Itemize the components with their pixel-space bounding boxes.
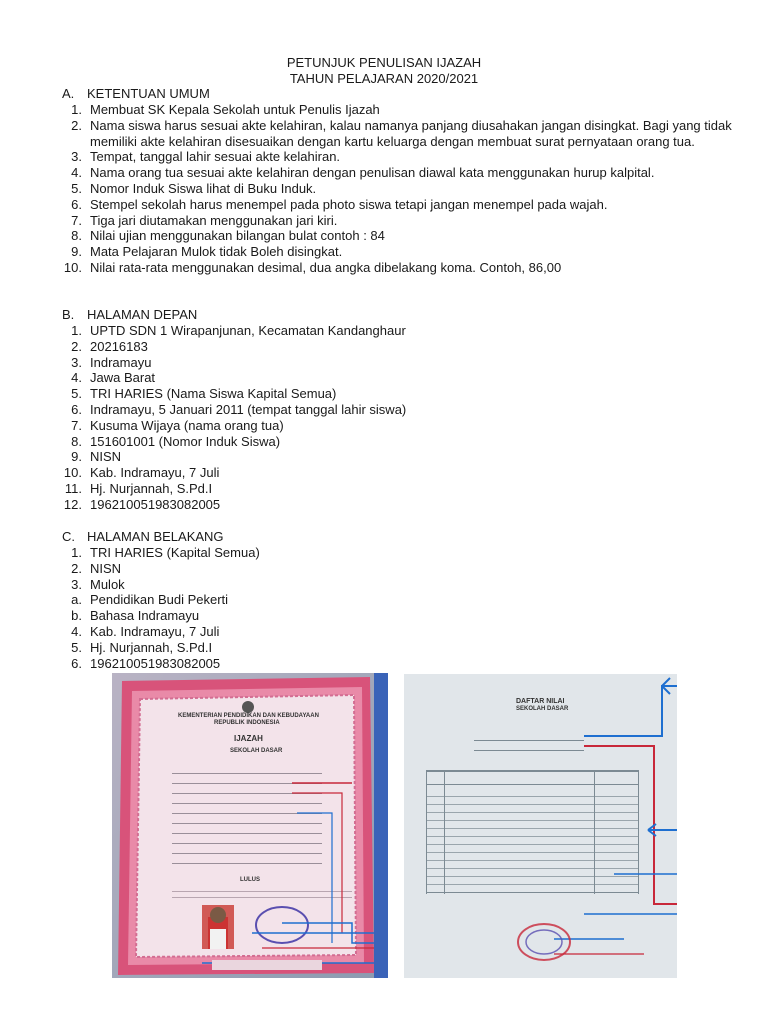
list-item — [62, 181, 742, 197]
list-item-text: NISN — [90, 560, 122, 576]
list-item-number: 9. — [71, 244, 82, 260]
list-item — [62, 355, 742, 371]
list-item-number: 8. — [71, 228, 82, 244]
list-item-text: Membuat SK Kepala Sekolah untuk Penulis Ijazah — [90, 102, 380, 117]
list-item — [62, 434, 742, 450]
list-item-text: Kusuma Wijaya (nama orang tua) — [90, 417, 284, 433]
section-sublist — [62, 592, 742, 624]
list-item-number: 3. — [71, 576, 82, 592]
list-item — [62, 561, 742, 577]
list-item — [62, 449, 742, 465]
list-item — [62, 102, 742, 118]
section-ketentuan-umum — [62, 86, 742, 276]
list-item-text: Tiga jari diutamakan menggunakan jari kiri. — [90, 212, 338, 228]
list-item-text: Hj. Nurjannah, S.Pd.I — [90, 639, 213, 655]
certificate-back-photo — [404, 674, 677, 978]
list-item — [62, 118, 742, 150]
list-item-text: Mata Pelajaran Mulok tidak Boleh disingkat. — [90, 244, 343, 260]
section-heading — [62, 86, 742, 102]
list-item-number: 3. — [71, 354, 82, 370]
certificate-level: SEKOLAH DASAR — [230, 748, 283, 754]
list-item — [62, 402, 742, 418]
list-item-number: 6. — [71, 401, 82, 417]
list-item-number: 9. — [71, 449, 82, 465]
list-item-text: Nilai rata-rata menggunakan desimal, dua angka dibelakang koma. Contoh, 86,00 — [90, 259, 562, 275]
certificate-status: LULUS — [240, 877, 260, 883]
list-item — [62, 465, 742, 481]
list-item-number: 5. — [71, 180, 82, 196]
list-item — [62, 624, 742, 640]
list-item — [62, 197, 742, 213]
list-item — [62, 608, 742, 624]
list-item-number: b. — [71, 608, 82, 624]
list-item-number: 5. — [71, 639, 82, 655]
list-item — [62, 640, 742, 656]
document-title-line2: TAHUN PELAJARAN 2020/2021 — [289, 71, 479, 86]
section-heading — [62, 529, 742, 545]
list-item — [62, 418, 742, 434]
section-title: KETENTUAN UMUM — [87, 86, 210, 101]
list-item-text: Tempat, tanggal lahir sesuai akte kelahiran. — [90, 149, 341, 165]
list-item — [62, 481, 742, 497]
section-list — [62, 323, 742, 513]
list-item-number: 4. — [71, 623, 82, 639]
list-item-number: 1. — [71, 323, 82, 338]
section-list — [62, 102, 742, 276]
list-item-text: Hj. Nurjannah, S.Pd.I — [90, 480, 213, 496]
list-item-text: Indramayu — [90, 354, 152, 370]
list-item — [62, 545, 742, 561]
list-item — [62, 577, 742, 593]
list-item — [62, 323, 742, 339]
section-list — [62, 624, 742, 671]
list-item-number: 7. — [71, 212, 82, 228]
list-item-number: 2. — [71, 560, 82, 576]
list-item-text: Jawa Barat — [90, 370, 156, 386]
list-item-text: Nomor Induk Siswa lihat di Buku Induk. — [90, 180, 317, 196]
list-item-number: 4. — [71, 165, 82, 181]
list-item-number: 2. — [71, 338, 82, 354]
list-item-text: Stempel sekolah harus menempel pada photo siswa tetapi jangan menempel pada wajah. — [90, 196, 608, 212]
list-item-number: 3. — [71, 149, 82, 165]
list-item-text: Mulok — [90, 576, 125, 592]
list-item — [62, 339, 742, 355]
list-item-text: 20216183 — [90, 338, 148, 354]
list-item-text: Pendidikan Budi Pekerti — [90, 592, 229, 608]
grade-list-level: SEKOLAH DASAR — [516, 706, 569, 712]
certificate-republic: REPUBLIK INDONESIA — [214, 720, 280, 726]
list-item-text: TRI HARIES (Nama Siswa Kapital Semua) — [90, 386, 337, 402]
section-letter: C. — [62, 529, 75, 544]
list-item-number: 1. — [71, 102, 82, 117]
list-item-number: 4. — [71, 370, 82, 386]
list-item-number: 1. — [71, 545, 82, 560]
list-item-number: 11. — [64, 480, 82, 496]
document-title-line1: PETUNJUK PENULISAN IJAZAH — [286, 55, 482, 70]
section-letter: B. — [62, 307, 75, 322]
list-item-number: 6. — [71, 655, 82, 671]
list-item-text: Kab. Indramayu, 7 Juli — [90, 465, 220, 481]
list-item-text: 151601001 (Nomor Induk Siswa) — [90, 433, 281, 449]
list-item-number: 2. — [71, 117, 82, 133]
list-item — [62, 260, 742, 276]
certificate-front-photo — [112, 673, 388, 978]
list-item-text: Indramayu, 5 Januari 2011 (tempat tanggal lahir siswa) — [90, 401, 407, 417]
list-item-number: 6. — [71, 196, 82, 212]
list-item — [62, 656, 742, 672]
list-item — [62, 386, 742, 402]
section-heading — [62, 307, 742, 323]
list-item — [62, 149, 742, 165]
list-item-text: 196210051983082005 — [90, 496, 221, 512]
list-item-number: 5. — [71, 386, 82, 402]
list-item-text: Kab. Indramayu, 7 Juli — [90, 623, 220, 639]
list-item — [62, 228, 742, 244]
section-letter: A. — [62, 86, 75, 101]
list-item — [62, 370, 742, 386]
list-item — [62, 213, 742, 229]
section-title: HALAMAN DEPAN — [87, 307, 198, 322]
list-item-number: 12. — [63, 496, 82, 512]
list-item — [62, 165, 742, 181]
list-item-number: a. — [71, 592, 82, 608]
grade-list-heading: DAFTAR NILAI — [516, 698, 565, 705]
list-item-text: 196210051983082005 — [90, 655, 221, 671]
list-item-text: NISN — [90, 449, 122, 465]
section-title: HALAMAN BELAKANG — [87, 529, 224, 544]
list-item-number: 8. — [71, 433, 82, 449]
certificate-back-illustration — [404, 674, 677, 978]
list-item-text: Nama siswa harus sesuai akte kelahiran, kalau namanya panjang diusahakan jangan disingkat. Bagi yang tidak memiliki akte kelahiran disesuaikan dengan kartu keluarga dengan membuat surat pernyataan orang tua. — [90, 117, 732, 149]
list-item-text: Nama orang tua sesuai akte kelahiran dengan penulisan diawal kata menggunakan hurup kalpital. — [90, 165, 655, 181]
list-item-number: 7. — [71, 417, 82, 433]
list-item-text: TRI HARIES (Kapital Semua) — [90, 545, 260, 560]
list-item-text: Bahasa Indramayu — [90, 608, 200, 624]
section-list — [62, 545, 742, 592]
list-item-number: 10. — [63, 259, 82, 275]
list-item-text: Nilai ujian menggunakan bilangan bulat contoh : 84 — [90, 228, 385, 244]
list-item-text: UPTD SDN 1 Wirapanjunan, Kecamatan Kandanghaur — [90, 323, 406, 338]
list-item — [62, 497, 742, 513]
section-halaman-depan — [62, 307, 742, 513]
list-item-number: 10. — [63, 465, 82, 481]
list-item — [62, 592, 742, 608]
list-item — [62, 244, 742, 260]
certificate-ministry: KEMENTERIAN PENDIDIKAN DAN KEBUDAYAAN — [178, 713, 319, 719]
certificate-heading: IJAZAH — [234, 734, 263, 743]
section-halaman-belakang — [62, 529, 742, 671]
